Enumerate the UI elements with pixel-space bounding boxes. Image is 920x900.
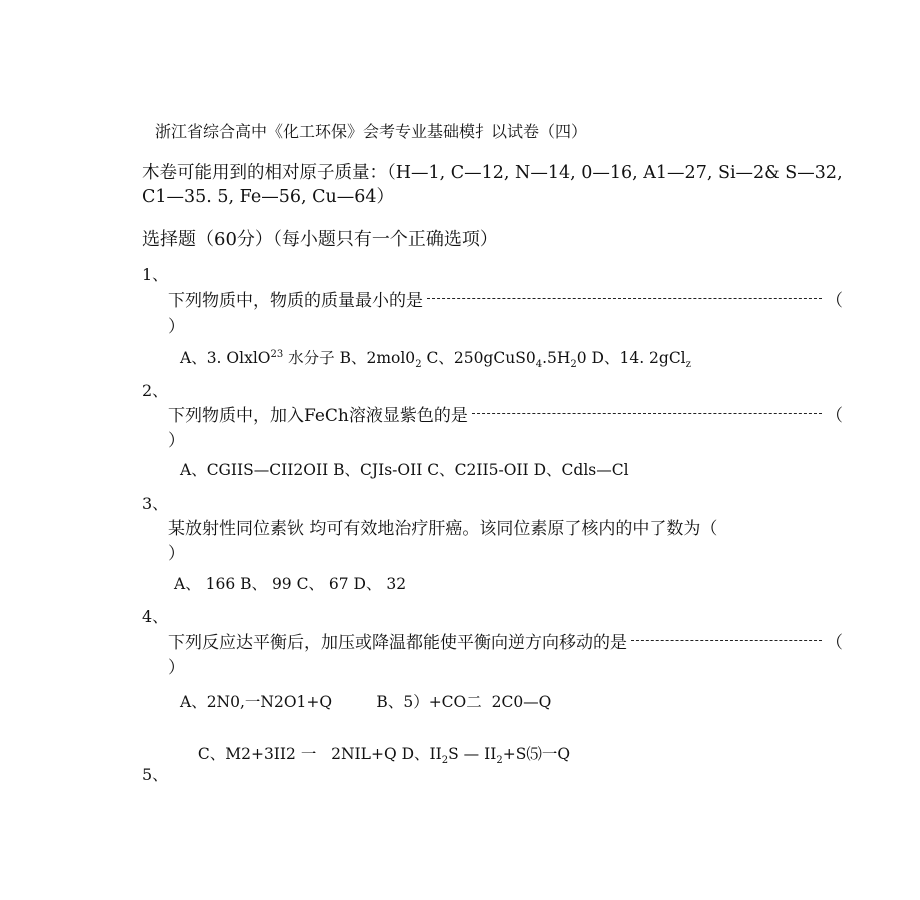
question-1-text: 下列物质中，物质的质量最小的是	[168, 291, 423, 311]
question-2-text: 下列物质中，加入FeCh溶液显紫色的是	[168, 406, 468, 426]
answer-leader-dashes	[472, 413, 822, 414]
question-4-stem	[168, 628, 843, 653]
question-3-number: 3、	[142, 494, 169, 513]
question-1-number: 1、	[142, 265, 169, 284]
question-2-stem	[168, 401, 843, 426]
answer-paren-open: （	[826, 406, 843, 426]
question-2-options: A、CGIIS—CII2OII B、CJIs-OII C、C2II5-OII D、Cdls—Cl	[180, 461, 629, 479]
question-5-number: 5、	[142, 765, 169, 784]
section-heading: 选择题（60分）（每小题只有一个正确选项）	[142, 229, 498, 250]
atomic-mass-line-2: C1—35. 5, Fe—56, Cu—64）	[142, 187, 395, 207]
answer-leader-dashes	[427, 298, 822, 299]
atomic-mass-note	[142, 162, 843, 208]
answer-paren-close: ）	[168, 658, 185, 678]
question-4-number: 4、	[142, 607, 169, 626]
document-title: 浙江省综合高中《化工环保》会考专业基础模扌以试卷（四）	[155, 122, 588, 141]
atomic-mass-line-1: 木卷可能用到的相对原子质量：（H—1, C—12, N—14, 0—16, A1—27, Si—2& S—32,	[142, 163, 843, 183]
question-1-stem	[168, 286, 843, 311]
question-3-text: 某放射性同位素钬 均可有效地治疗肝癌。该同位素原了核内的中了数为（	[168, 519, 718, 539]
answer-paren-close: ）	[168, 544, 185, 564]
question-3-options: A、 166 B、 99 C、 67 D、 32	[174, 575, 407, 593]
question-4-text: 下列反应达平衡后，加压或降温都能使平衡向逆方向移动的是	[168, 633, 627, 653]
answer-paren-open: （	[826, 633, 843, 653]
answer-paren-close: ）	[168, 431, 185, 451]
answer-leader-dashes	[631, 640, 822, 641]
question-4-options-line-2: C、M2+3II2 一 2NIL+Q D、$II_2S$ — $II_2+S⑸$一Q	[197, 745, 571, 767]
question-2-number: 2、	[142, 381, 169, 400]
question-1-options: A、3. OlxlO$^{23}$ 水分子 B、$2mol0_2$ C、$250gCuS0_4.5H_20$ D、14. 2gCl$_z$	[180, 348, 691, 371]
answer-paren-close: ）	[168, 317, 185, 337]
question-4-options-line-1: A、2N0,一N2O1+Q B、5）+CO二 2C0—Q	[180, 693, 552, 711]
answer-paren-open: （	[826, 291, 843, 311]
